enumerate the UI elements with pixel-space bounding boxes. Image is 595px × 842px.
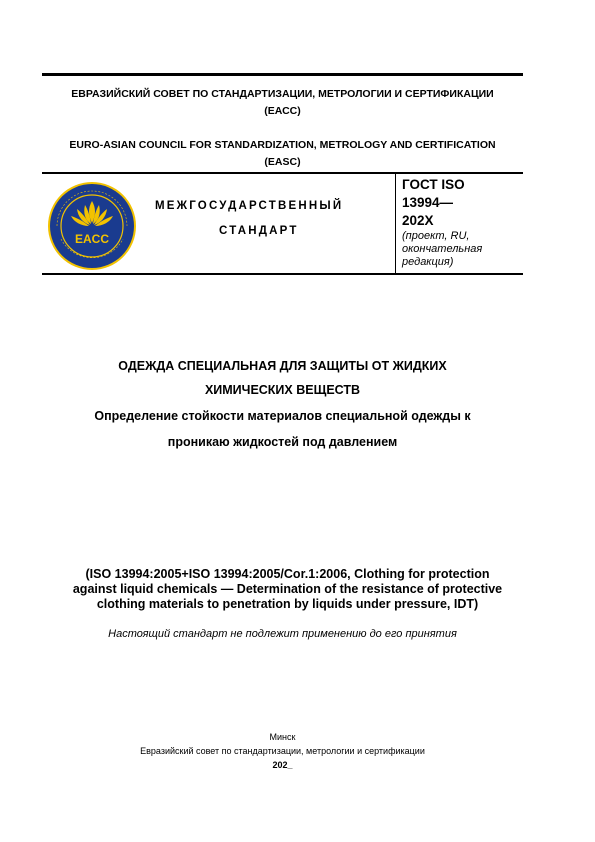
iso-reference-line3: clothing materials to penetration by liquids under pressure, IDT) (96, 597, 479, 611)
subtitle-line1: Определение стойкости материалов специальной одежды к (94, 409, 471, 423)
document-title (42, 354, 523, 402)
council-abbr-en: (EASC) (264, 156, 301, 168)
header-divider-rule (42, 172, 523, 174)
iso-reference-line2: against liquid chemicals — Determination of the resistance of protective (72, 582, 503, 596)
subtitle-line2: проникаю жидкостей под давлением (167, 435, 398, 449)
draft-status-line3: редакция) (402, 256, 454, 268)
header-bottom-rule (42, 273, 523, 275)
council-name-ru-line1: ЕВРАЗИЙСКИЙ СОВЕТ ПО СТАНДАРТИЗАЦИИ, МЕТРОЛОГИИ И СЕРТИФИКАЦИИ (71, 88, 494, 100)
imprint-publisher: Евразийский совет по стандартизации, метрологии и сертификации (140, 746, 425, 756)
eacc-logo (47, 181, 137, 271)
imprint-city: Минск (269, 732, 296, 742)
iso-reference (50, 567, 525, 612)
council-name-en (42, 137, 523, 171)
council-name-en-line1: EURO-ASIAN COUNCIL FOR STANDARDIZATION, METROLOGY AND CERTIFICATION (69, 139, 496, 151)
standard-designation (402, 176, 522, 269)
standard-type-line1: МЕЖГОСУДАРСТВЕННЫЙ (155, 200, 344, 212)
top-rule (42, 73, 523, 76)
imprint (42, 730, 523, 772)
header-vertical-rule (395, 173, 396, 273)
council-abbr-ru: (ЕАСС) (264, 105, 301, 117)
iso-reference-line1: (ISO 13994:2005+ISO 13994:2005/Cor.1:2006, Clothing for protection (85, 567, 490, 581)
designation-line2: 13994— (402, 195, 454, 210)
title-line1: ОДЕЖДА СПЕЦИАЛЬНАЯ ДЛЯ ЗАЩИТЫ ОТ ЖИДКИХ (118, 359, 447, 373)
title-line2: ХИМИЧЕСКИХ ВЕЩЕСТВ (204, 383, 361, 397)
standard-type-line2: СТАНДАРТ (219, 225, 299, 237)
eacc-emblem-icon (47, 181, 137, 271)
designation-line3: 202X (402, 213, 434, 228)
adoption-notice: Настоящий стандарт не подлежит применению до его принятия (108, 628, 457, 640)
imprint-year: 202_ (272, 760, 293, 770)
draft-status-line2: окончательная (402, 243, 483, 255)
draft-status-line1: (проект, RU, (402, 230, 470, 242)
designation-line1: ГОСТ ISO (402, 177, 465, 192)
document-subtitle (42, 403, 523, 455)
svg-text:EACC: EACC (74, 232, 110, 246)
council-name-ru (42, 86, 523, 120)
